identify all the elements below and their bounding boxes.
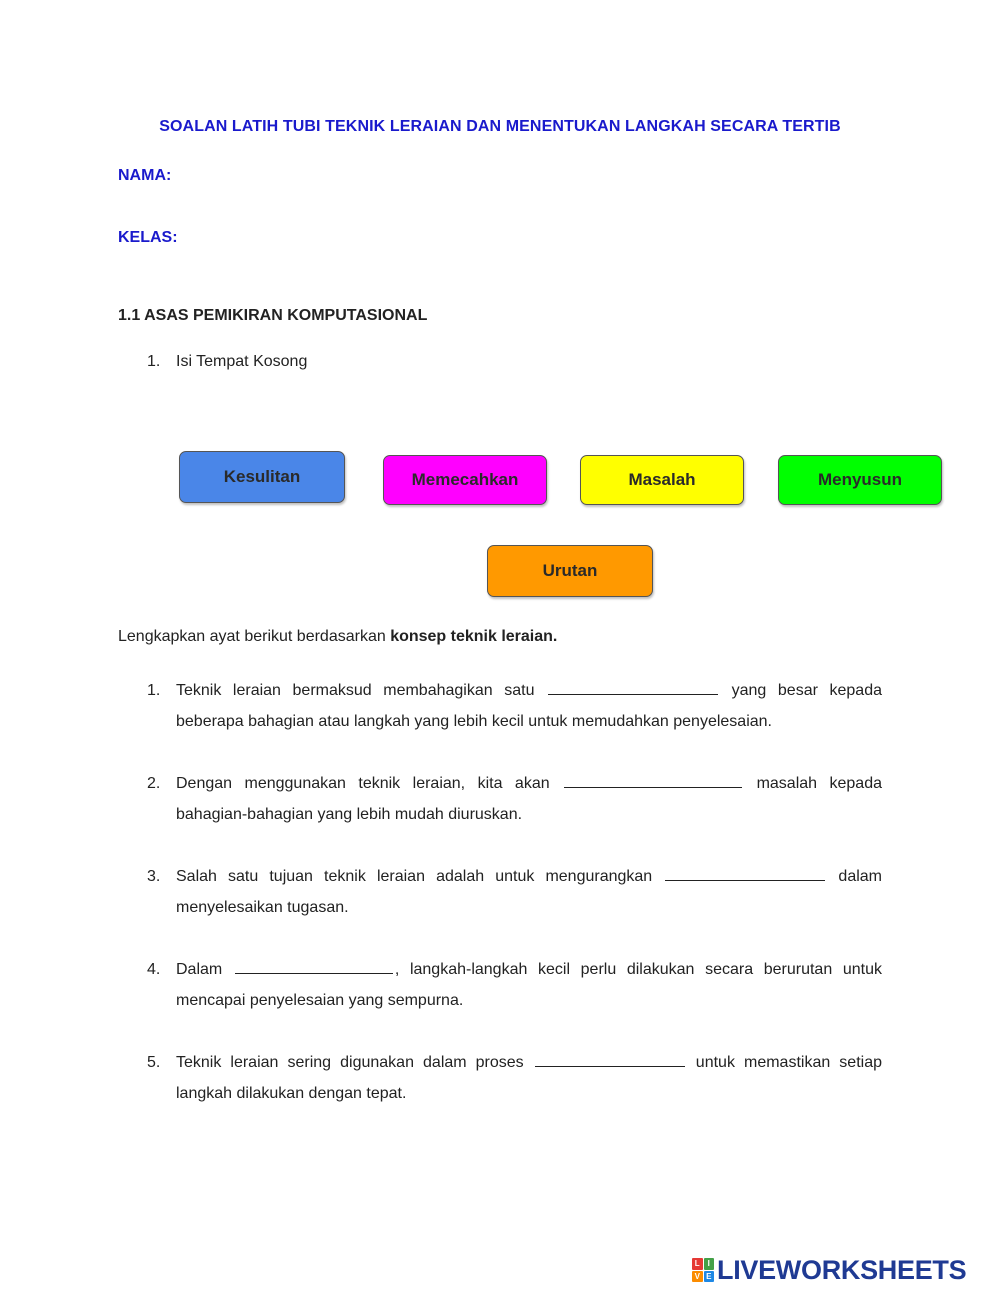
lead-bold-text: konsep teknik leraian. [390, 628, 558, 645]
lead-text: Lengkapkan ayat berikut berdasarkan [118, 628, 391, 645]
name-label: NAMA: [118, 167, 172, 184]
logo-mark-letter: E [704, 1271, 715, 1283]
question-text [176, 768, 882, 830]
question-text [176, 675, 882, 737]
liveworksheets-logo-icon [692, 1258, 714, 1282]
question-item [147, 1047, 882, 1109]
question-item [147, 768, 882, 830]
question-text [176, 861, 882, 923]
answer-blank-1[interactable] [548, 678, 718, 695]
question-text-after: untuk memastikan setiap langkah dilakukan dengan tepat. [176, 1054, 882, 1102]
question-text-after: dalam menyelesaikan tugasan. [176, 868, 882, 916]
word-chip-memecahkan[interactable]: Memecahkan [383, 455, 547, 505]
instruction-text: Isi Tempat Kosong [176, 353, 308, 370]
logo-mark-letter: L [692, 1258, 703, 1270]
answer-blank-4[interactable] [235, 957, 393, 974]
question-text-before: Salah satu tujuan teknik leraian adalah untuk mengurangkan [176, 868, 653, 885]
question-item [147, 861, 882, 923]
section-title: 1.1 ASAS PEMIKIRAN KOMPUTASIONAL [118, 307, 428, 324]
liveworksheets-logo-text: LIVEWORKSHEETS [717, 1254, 967, 1285]
question-text-before: Dalam [176, 961, 223, 978]
page-title: SOALAN LATIH TUBI TEKNIK LERAIAN DAN MENENTUKAN LANGKAH SECARA TERTIB [159, 118, 841, 135]
question-number: 3. [147, 868, 161, 885]
lead-instruction [118, 628, 557, 646]
answer-blank-2[interactable] [564, 771, 742, 788]
question-item [147, 954, 882, 1016]
question-list [147, 675, 882, 1140]
logo-mark-letter: I [704, 1258, 715, 1270]
liveworksheets-logo [692, 1255, 966, 1285]
question-text [176, 1047, 882, 1109]
question-text-after: masalah kepada bahagian-bahagian yang lebih mudah diuruskan. [176, 775, 882, 823]
question-text-before: Teknik leraian sering digunakan dalam proses [176, 1054, 524, 1071]
instruction-number: 1. [147, 353, 161, 370]
question-text [176, 954, 882, 1016]
instruction-item [147, 353, 307, 371]
word-chip-menyusun[interactable]: Menyusun [778, 455, 942, 505]
question-number: 2. [147, 775, 161, 792]
word-chip-urutan[interactable]: Urutan [487, 545, 653, 597]
logo-mark-letter: V [692, 1271, 703, 1283]
question-number: 4. [147, 961, 161, 978]
class-label: KELAS: [118, 229, 178, 246]
question-item [147, 675, 882, 737]
question-number: 1. [147, 682, 161, 699]
question-text-before: Teknik leraian bermaksud membahagikan satu [176, 682, 535, 699]
question-text-before: Dengan menggunakan teknik leraian, kita akan [176, 775, 550, 792]
answer-blank-3[interactable] [665, 864, 825, 881]
word-chip-kesulitan[interactable]: Kesulitan [179, 451, 345, 503]
question-text-after: yang besar kepada beberapa bahagian atau langkah yang lebih kecil untuk memudahkan penyelesaian. [176, 682, 882, 730]
answer-blank-5[interactable] [535, 1050, 685, 1067]
question-text-after: , langkah-langkah kecil perlu dilakukan secara berurutan untuk mencapai penyelesaian yang sempurna. [176, 961, 883, 1009]
word-chip-masalah[interactable]: Masalah [580, 455, 744, 505]
question-number: 5. [147, 1054, 161, 1071]
